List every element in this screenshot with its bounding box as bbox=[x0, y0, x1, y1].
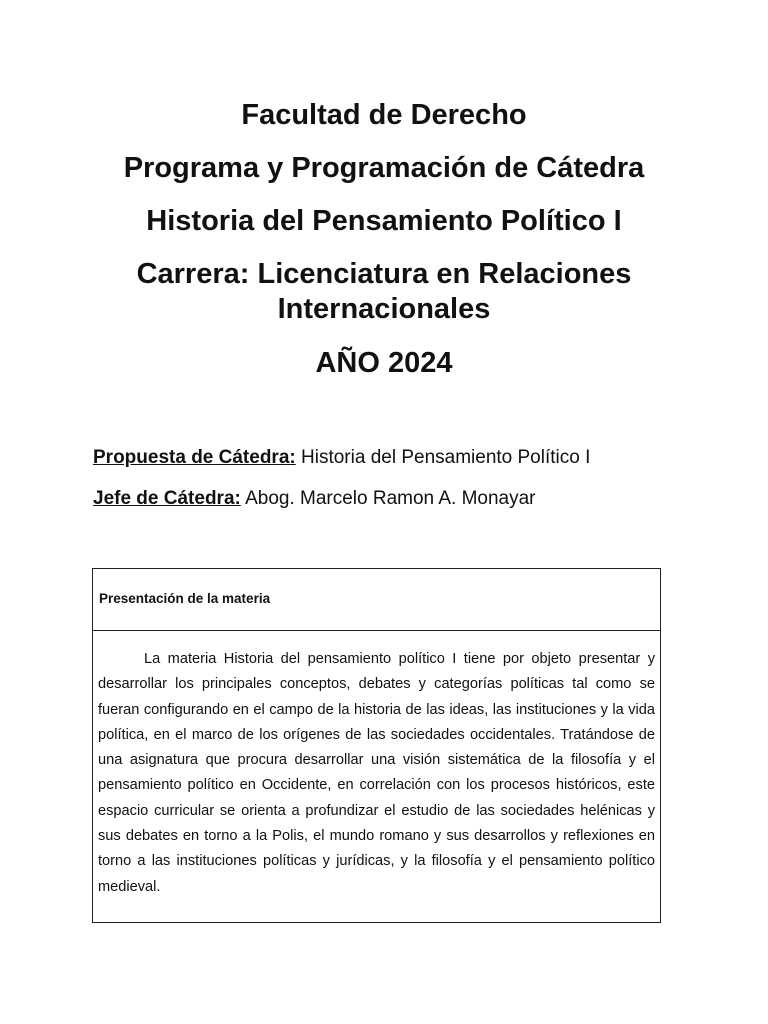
presentation-heading: Presentación de la materia bbox=[93, 569, 660, 631]
propuesta-label: Propuesta de Cátedra: bbox=[93, 447, 296, 468]
program-title: Programa y Programación de Cátedra bbox=[123, 152, 645, 184]
jefe-value: Abog. Marcelo Ramon A. Monayar bbox=[245, 488, 536, 509]
faculty-title: Facultad de Derecho bbox=[241, 99, 527, 131]
course-title: Historia del Pensamiento Político I bbox=[146, 205, 622, 237]
document-title-block bbox=[60, 98, 708, 399]
career-title: Carrera: Licenciatura en Relaciones Internacionales bbox=[136, 258, 632, 325]
presentation-table bbox=[92, 568, 661, 923]
jefe-label: Jefe de Cátedra: bbox=[93, 488, 241, 509]
jefe-line bbox=[93, 487, 536, 511]
presentation-body: La materia Historia del pensamiento político I tiene por objeto presentar y desarrollar los principales conceptos, debates y categorías políticas tal como se fueran configurando en el campo de la historia de las ideas, las instituciones y la vida política, en el marco de los orígenes de las sociedades occidentales. Tratándose de una asignatura que procura desarrollar una visión sistemática de la filosofía y el pensamiento político en Occidente, en correlación con los procesos históricos, este espacio curricular se orienta a profundizar el estudio de las sociedades helénicas y sus debates en torno a la Polis, el mundo romano y sus desarrollos y reflexiones en torno a las instituciones políticas y jurídicas, y la filosofía y el pensamiento político medieval. bbox=[98, 651, 655, 895]
year-title: AÑO 2024 bbox=[315, 347, 453, 379]
presentation-body-cell bbox=[93, 631, 660, 900]
propuesta-line bbox=[93, 446, 590, 470]
propuesta-value: Historia del Pensamiento Político I bbox=[301, 447, 591, 468]
